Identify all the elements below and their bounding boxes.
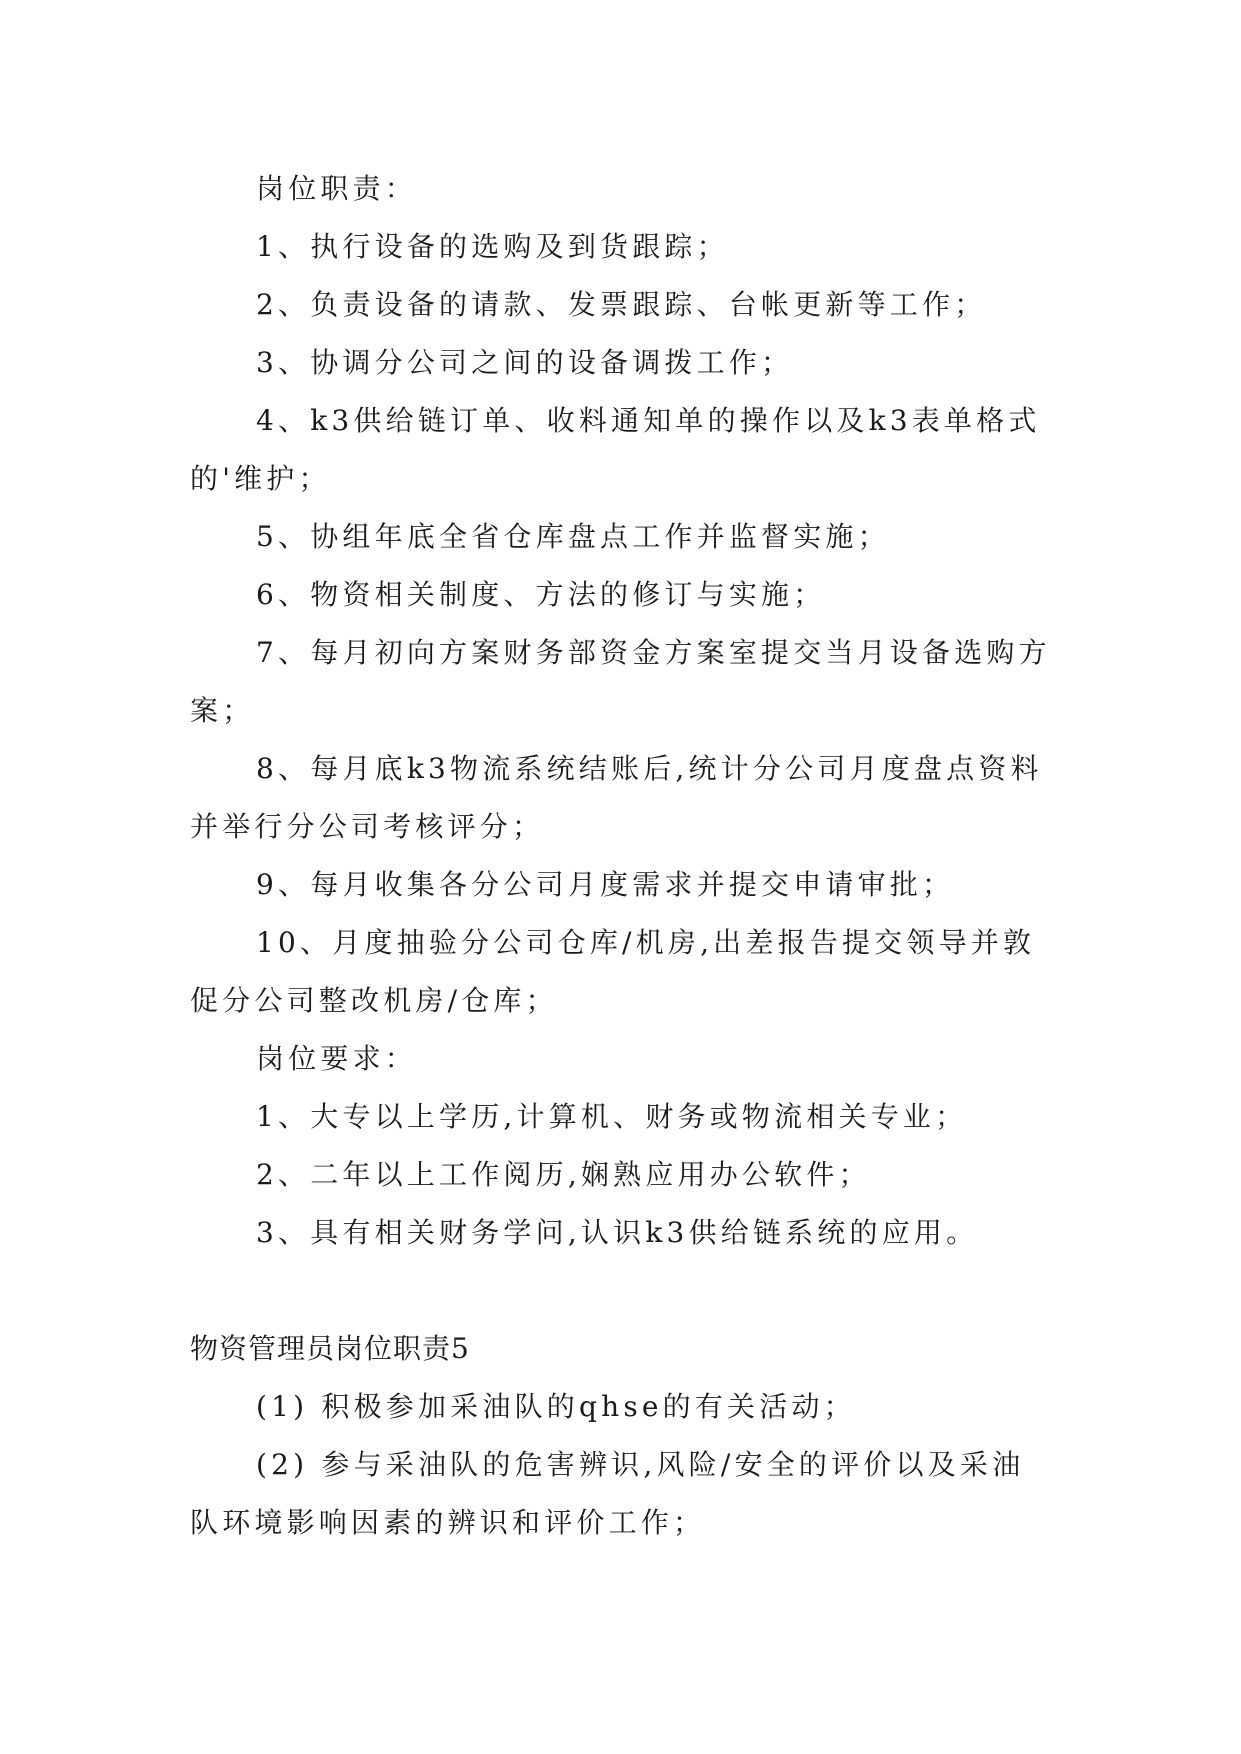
activity-item: (1) 积极参加采油队的qhse的有关活动； [256,1390,856,1423]
duty-item: 6、物资相关制度、方法的修订与实施； [256,578,826,611]
duty-item: 9、每月收集各分公司月度需求并提交申请审批； [256,868,955,901]
duty-item: 5、协组年底全省仓库盘点工作并监督实施； [256,520,890,553]
duty-item: 3、协调分公司之间的设备调拨工作； [256,346,794,379]
activity-item: (2) 参与采油队的危害辨识,风险/安全的评价以及采油队环境影响因素的辨识和评价工作； [190,1448,1025,1539]
section-gap [190,1262,1056,1320]
duties-heading: 岗位职责： [256,172,418,205]
duty-item: 4、k3供给链订单、收料通知单的操作以及k3表单格式的'维护； [190,404,1041,495]
requirement-item: 2、二年以上工作阅历,娴熟应用办公软件； [256,1158,871,1191]
duty-item: 2、负责设备的请款、发票跟踪、台帐更新等工作； [256,288,987,321]
requirement-item: 1、大专以上学历,计算机、财务或物流相关专业； [256,1100,968,1133]
requirements-heading: 岗位要求： [256,1042,418,1075]
duty-item: 7、每月初向方案财务部资金方案室提交当月设备选购方案； [190,636,1051,727]
requirement-item: 3、具有相关财务学问,认识k3供给链系统的应用。 [256,1216,979,1249]
duty-item: 10、月度抽验分公司仓库/机房,出差报告提交领导并敦促分公司整改机房/仓库； [190,926,1036,1017]
document-body [190,160,1056,1552]
duty-item: 8、每月底k3物流系统结账后,统计分公司月度盘点资料并举行分公司考核评分； [190,752,1043,843]
section-title: 物资管理员岗位职责5 [190,1332,470,1365]
duty-item: 1、执行设备的选购及到货跟踪； [256,230,729,263]
